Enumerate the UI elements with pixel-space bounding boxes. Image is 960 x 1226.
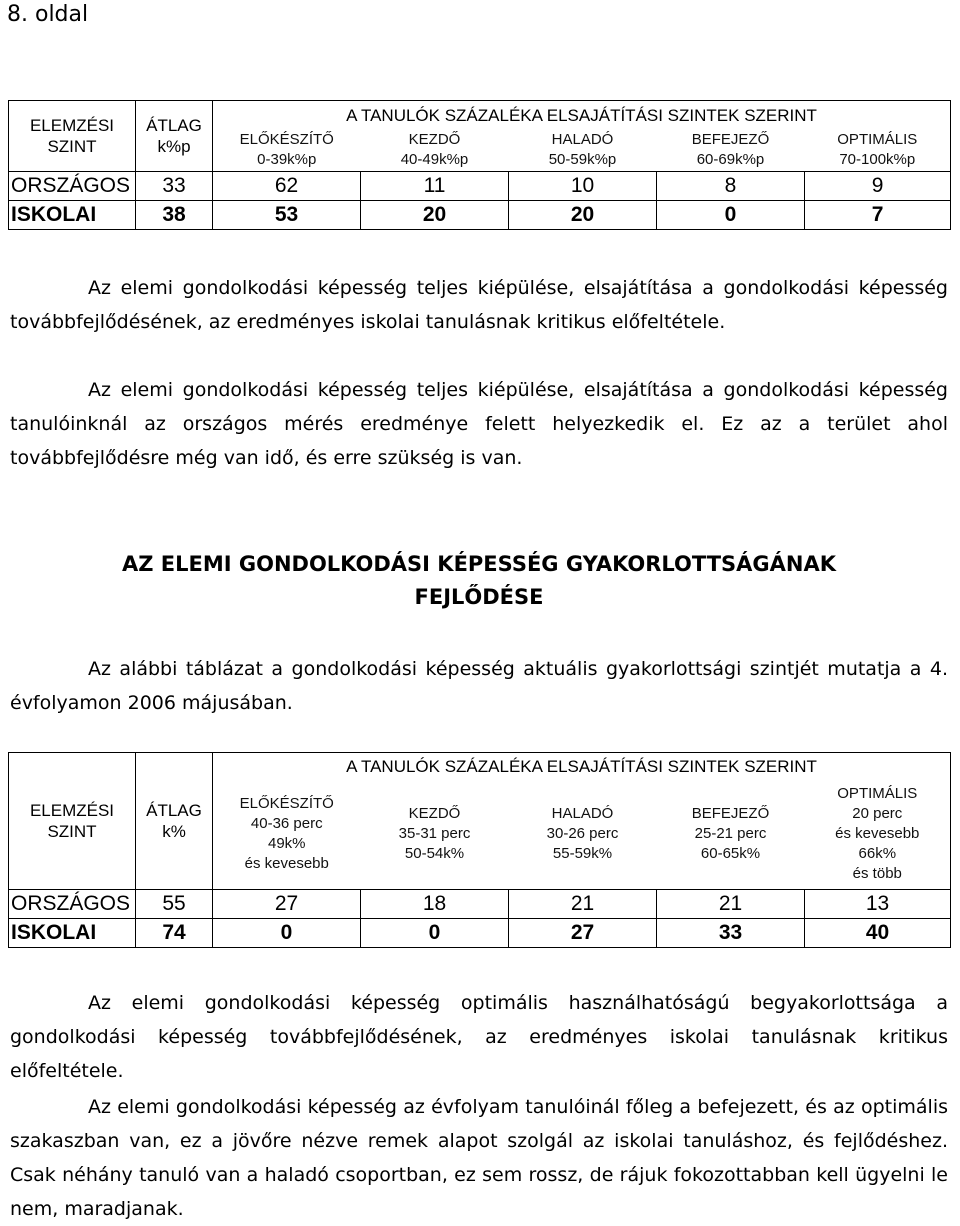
table-cell: 27 bbox=[509, 919, 657, 948]
table-cell: 21 bbox=[657, 890, 805, 919]
table-cell: 40 bbox=[805, 919, 951, 948]
level-header-optimal: OPTIMÁLIS 20 perc és kevesebb 66k% és több bbox=[805, 779, 951, 890]
table-cell: 20 bbox=[509, 201, 657, 230]
group-header: A TANULÓK SZÁZALÉKA ELSAJÁTÍTÁSI SZINTEK SZERINT bbox=[213, 101, 951, 130]
table-cell: 21 bbox=[509, 890, 657, 919]
page-number-header: 8. oldal bbox=[7, 2, 89, 27]
table-intro-paragraph: Az alábbi táblázat a gondolkodási képesség aktuális gyakorlottsági szintjét mutatja a 4. évfolyamon 2006 májusában. bbox=[10, 658, 948, 714]
table-cell: 9 bbox=[805, 172, 951, 201]
row-label: ISKOLAI bbox=[9, 919, 136, 948]
col-header-level: ELEMZÉSI SZINT bbox=[9, 101, 136, 172]
row-average: 74 bbox=[136, 919, 213, 948]
row-label: ISKOLAI bbox=[9, 201, 136, 230]
col-header-average: ÁTLAG k% bbox=[136, 753, 213, 890]
table-cell: 33 bbox=[657, 919, 805, 948]
table-cell: 27 bbox=[213, 890, 361, 919]
row-average: 55 bbox=[136, 890, 213, 919]
table-cell: 53 bbox=[213, 201, 361, 230]
table-row-national bbox=[9, 890, 951, 919]
table-cell: 0 bbox=[213, 919, 361, 948]
level-header-beginner: KEZDŐ 35-31 perc 50-54k% bbox=[361, 779, 509, 890]
col-header-level: ELEMZÉSI SZINT bbox=[9, 753, 136, 890]
row-label: ORSZÁGOS bbox=[9, 890, 136, 919]
level-header-finishing: BEFEJEZŐ 25-21 perc 60-65k% bbox=[657, 779, 805, 890]
table-row-school bbox=[9, 919, 951, 948]
table-cell: 8 bbox=[657, 172, 805, 201]
results-table-2 bbox=[8, 752, 951, 948]
table-cell: 18 bbox=[361, 890, 509, 919]
group-header: A TANULÓK SZÁZALÉKA ELSAJÁTÍTÁSI SZINTEK SZERINT bbox=[213, 753, 951, 780]
table-cell: 20 bbox=[361, 201, 509, 230]
paragraph: Az elemi gondolkodási képesség teljes kiépülése, elsajátítása a gondolkodási képesség továbbfejlődésének, az eredményes iskolai tanulásnak kritikus előfeltétele. bbox=[10, 277, 948, 333]
level-header-optimal: OPTIMÁLIS 70-100k%p bbox=[805, 129, 951, 172]
table-cell: 11 bbox=[361, 172, 509, 201]
table-cell: 7 bbox=[805, 201, 951, 230]
paragraph: Az elemi gondolkodási képesség teljes kiépülése, elsajátítása a gondolkodási képesség tanulóinknál az országos mérés eredménye felett helyezkedik el. Ez az a terület ahol továbbfejlődésre még van idő, és erre szükség is van. bbox=[10, 379, 948, 469]
table-cell: 0 bbox=[361, 919, 509, 948]
level-header-finishing: BEFEJEZŐ 60-69k%p bbox=[657, 129, 805, 172]
section-title: AZ ELEMI GONDOLKODÁSI KÉPESSÉG GYAKORLOTTSÁGÁNAK FEJLŐDÉSE bbox=[121, 552, 837, 609]
table-cell: 0 bbox=[657, 201, 805, 230]
level-header-preparatory: ELŐKÉSZÍTŐ 0-39k%p bbox=[213, 129, 361, 172]
row-label: ORSZÁGOS bbox=[9, 172, 136, 201]
results-table-1 bbox=[8, 100, 951, 230]
table-cell: 62 bbox=[213, 172, 361, 201]
table-cell: 13 bbox=[805, 890, 951, 919]
table-row-school bbox=[9, 201, 951, 230]
row-average: 38 bbox=[136, 201, 213, 230]
level-header-advanced: HALADÓ 30-26 perc 55-59k% bbox=[509, 779, 657, 890]
table-cell: 10 bbox=[509, 172, 657, 201]
paragraph: Az elemi gondolkodási képesség az évfolyam tanulóinál főleg a befejezett, és az optimális szakaszban van, ez a jövőre nézve remek alapot szolgál az iskolai tanuláshoz, és fejlődéshez. Csak néhány tanuló van a haladó csoportban, ez sem rossz, de rájuk fokozottabban kell ügyelni le nem, maradjanak. bbox=[10, 1096, 948, 1220]
level-header-preparatory: ELŐKÉSZÍTŐ 40-36 perc 49k% és kevesebb bbox=[213, 779, 361, 890]
col-header-average: ÁTLAG k%p bbox=[136, 101, 213, 172]
row-average: 33 bbox=[136, 172, 213, 201]
level-header-beginner: KEZDŐ 40-49k%p bbox=[361, 129, 509, 172]
table-row-national bbox=[9, 172, 951, 201]
level-header-advanced: HALADÓ 50-59k%p bbox=[509, 129, 657, 172]
paragraph: Az elemi gondolkodási képesség optimális használhatóságú begyakorlottsága a gondolkodási képesség továbbfejlődésének, az eredményes iskolai tanulásnak kritikus előfeltétele. bbox=[10, 992, 948, 1082]
